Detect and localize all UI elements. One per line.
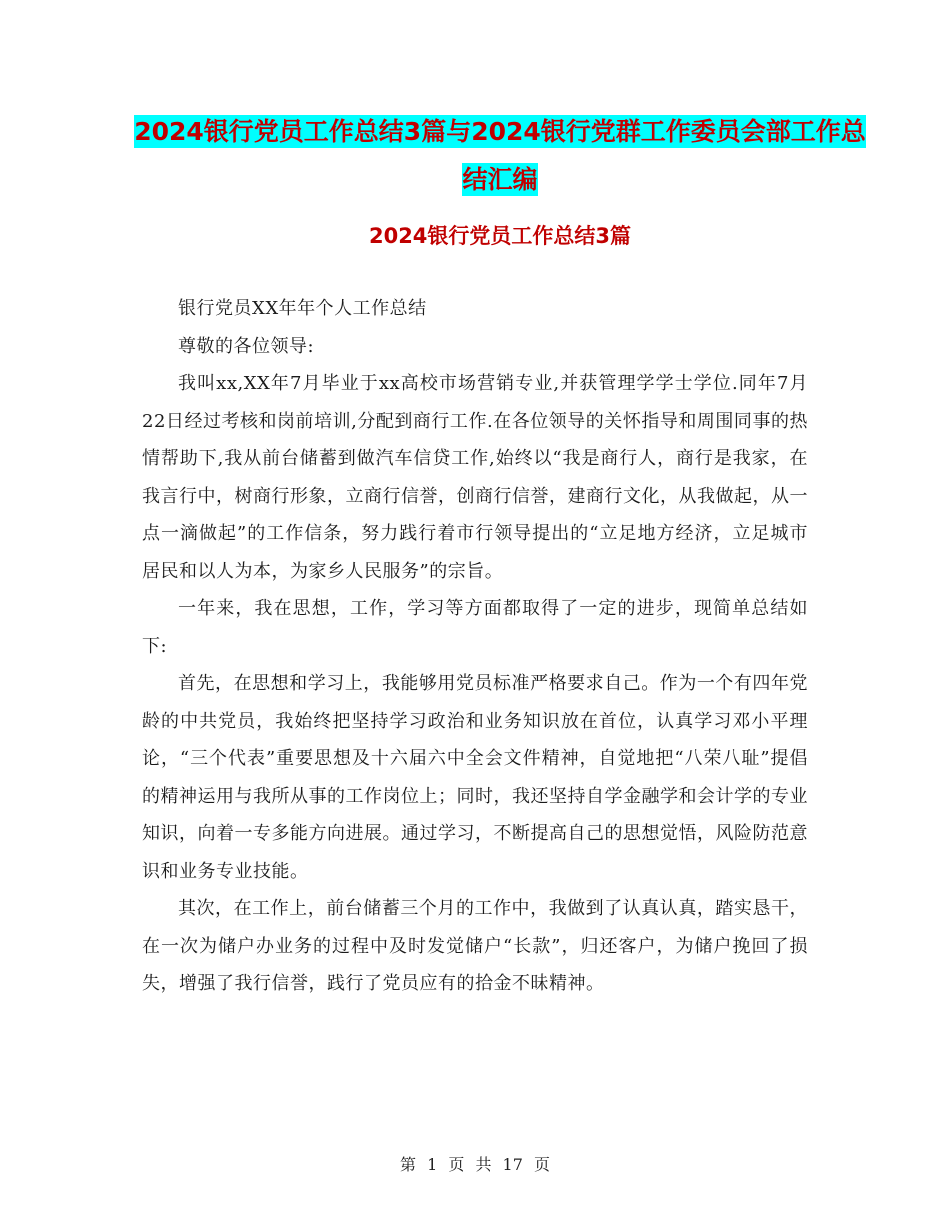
paragraph-heading: 银行党员XX年年个人工作总结 bbox=[178, 298, 427, 319]
document-title-text: 2024银行党员工作总结3篇与2024银行党群工作委员会部工作总结汇编 bbox=[134, 117, 866, 194]
paragraph-summary-lead: 一年来，我在思想，工作，学习等方面都取得了一定的进步，现简单总结如下: bbox=[142, 598, 808, 657]
document-title bbox=[130, 108, 870, 204]
paragraph-salutation: 尊敬的各位领导: bbox=[178, 335, 315, 357]
paragraph-introduction: 我叫xx,XX年7月毕业于xx高校市场营销专业,并获管理学学士学位.同年7月22日经过考核和岗前培训,分配到商行工作.在各位领导的关怀指导和周围同事的热情帮助下,我从前台储蓄到做汽车信贷工作,始终以“我是商行人，商行是我家，在我言行中，树商行形象，立商行信誉，创商行信誉，建商行文化，从我做起，从一点一滴做起”的工作信条，努力践行着市行领导提出的“立足地方经济，立足城市居民和以人为本，为家乡人民服务”的宗旨。 bbox=[142, 373, 808, 582]
section-title: 2024银行党员工作总结3篇 bbox=[368, 224, 632, 248]
document-body bbox=[142, 290, 808, 1003]
paragraph-thought-study: 首先，在思想和学习上，我能够用党员标准严格要求自己。作为一个有四年党龄的中共党员，我始终把坚持学习政治和业务知识放在首位，认真学习邓小平理论，“三个代表”重要思想及十六届六中全会文件精神，自觉地把“八荣八耻”提倡的精神运用与我所从事的工作岗位上；同时，我还坚持自学金融学和会计学的专业知识，向着一专多能方向进展。通过学习，不断提高自己的思想觉悟，风险防范意识和业务专业技能。 bbox=[142, 673, 808, 882]
paragraph-work: 其次，在工作上，前台储蓄三个月的工作中，我做到了认真认真，踏实恳干，在一次为储户办业务的过程中及时发觉储户“长款”，归还客户，为储户挽回了损失，增强了我行信誉，践行了党员应有的拾金不昧精神。 bbox=[142, 898, 808, 994]
page-footer: 第 1 页 共 17 页 bbox=[400, 1155, 550, 1174]
